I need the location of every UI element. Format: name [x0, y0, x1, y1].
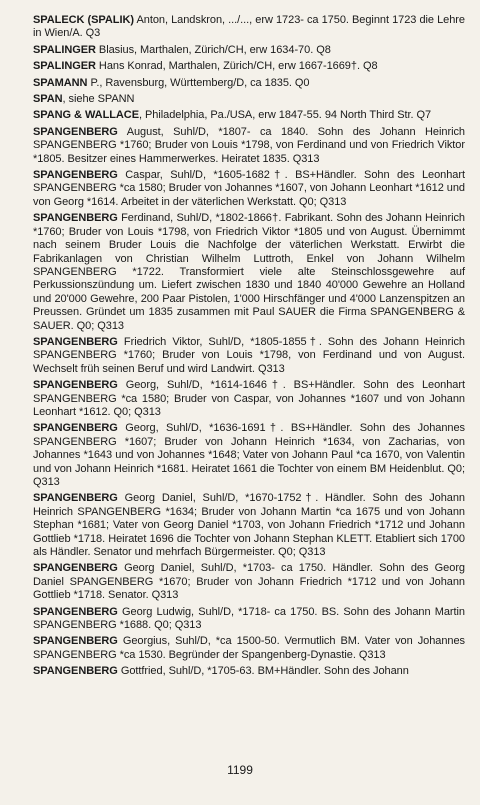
entry-headword: SPANGENBERG: [33, 665, 118, 678]
entry-text: Gottfried, Suhl/D, *1705-63. BM+Händler. Sohn des Johann: [117, 665, 409, 678]
entry: [33, 422, 465, 489]
entry-headword: SPANGENBERG: [33, 379, 118, 392]
entry-headword: SPANG & WALLACE: [33, 109, 139, 122]
entry: [33, 212, 465, 333]
entry-headword: SPANGENBERG: [33, 562, 118, 575]
entry: [33, 14, 465, 41]
entry-text: Georg, Suhl/D, *1614-1646†. BS+Händler. Sohn des Leonhart SPANGENBERG *ca 1580; Bruder von Caspar, von Johannes *1607 und von Johann Leonhart *1612. Q0; Q313: [33, 379, 465, 418]
entry: [33, 635, 465, 662]
entry-text: , siehe SPANN: [62, 93, 135, 106]
entry: [33, 606, 465, 633]
entry-text: Blasius, Marthalen, Zürich/CH, erw 1634-70. Q8: [95, 43, 331, 56]
entry-text: Ferdinand, Suhl/D, *1802-1866†. Fabrikant. Sohn des Johann Heinrich *1760; Bruder von Louis *1798, von Friedrich Viktor *1805 und von August. Übernimmt nach seinem Bruder Louis die Nachfolge der väterlichen Werkstatt. Erwirbt die Fabrikanlagen von Christian Wilhelm Luttroth, Enkel von Johann Wilhelm SPANGENBERG *1722. Transformiert viele alte Steinschlossgewehre auf Perkussionszündung um. Liefert zwischen 1830 und 1840 40'000 Gewehre an Holland und 20'000 Gewehre, 200 Paar Pistolen, 1'000 Hirschfänger und 4'000 Lanzenspitzen an Preussen. Gründet um 1835 zusammen mit Paul SAUER die Firma SPANGENBERG & SAUER. Q0; Q313: [33, 212, 465, 332]
entry: [33, 60, 465, 73]
entry-text: Anton, Landskron, .../..., erw 1723- ca 1750. Beginnt 1723 die Lehre in Wien/A. Q3: [33, 14, 465, 40]
entry-text: Georg Daniel, Suhl/D, *1670-1752†. Händler. Sohn des Johann Heinrich SPANGENBERG *1634; Bruder von Johann Martin *ca 1675 und von Johann Stephan *1681; Vater von Georg Daniel *1703, von Johann Friedrich *1712 und Johann Gottlieb *1718. Heiratet 1696 die Tochter von Johann Stephan KLETT. Etabliert sich 1700 als Händler. Senator und mehrfach Bürgermeister. Q0; Q313: [33, 492, 465, 559]
entry-headword: SPAN: [33, 93, 63, 106]
entry: [33, 665, 465, 678]
entry: [33, 169, 465, 209]
entry-text: Friedrich Viktor, Suhl/D, *1805-1855†. Sohn des Johann Heinrich SPANGENBERG *1760; Bruder von Louis *1798, von Ferdinand und von August. Wechselt früh seinen Beruf und wird Landwirt. Q313: [33, 335, 465, 375]
entry-text: P., Ravensburg, Württemberg/D, ca 1835. Q0: [87, 76, 310, 89]
entry-text: , Philadelphia, Pa./USA, erw 1847-55. 94 North Third Str. Q7: [139, 109, 432, 122]
entry: [33, 126, 465, 166]
entry-headword: SPANGENBERG: [33, 422, 118, 435]
entry: [33, 109, 465, 122]
entry-text: Georg, Suhl/D, *1636-1691†. BS+Händler. Sohn des Johannes SPANGENBERG *1607; Bruder von Johann Heinrich *1634, von Zacharias, von Johannes *1643 und von Johannes *1648; Vater von Johann Paul *ca 1670, von Valentin und von Johann Heinrich *1681. Heiratet 1661 die Tochter von einem BM Heidenblut. Q0; Q313: [33, 422, 465, 488]
entry-headword: SPALINGER: [33, 60, 96, 73]
entry: [33, 562, 465, 602]
entry: [33, 93, 465, 106]
entry: [33, 336, 465, 376]
entry: [33, 77, 465, 90]
entry-headword: SPANGENBERG: [33, 492, 118, 505]
entry-headword: SPANGENBERG: [33, 125, 118, 138]
entry-headword: SPAMANN: [33, 76, 88, 89]
entry-headword: SPANGENBERG: [33, 212, 118, 225]
entry-text: Georg Ludwig, Suhl/D, *1718- ca 1750. BS. Sohn des Johann Martin SPANGENBERG *1688. Q0; Q313: [33, 605, 465, 632]
entry-headword: SPANGENBERG: [33, 605, 118, 618]
dictionary-page: [33, 14, 465, 682]
entry-text: Georgius, Suhl/D, *ca 1500-50. Vermutlich BM. Vater von Johannes SPANGENBERG *ca 1530. Begründer der Spangenberg-Dynastie. Q313: [33, 635, 465, 661]
entry-headword: SPALINGER: [33, 43, 96, 56]
entry-text: Caspar, Suhl/D, *1605-1682†. BS+Händler. Sohn des Leonhart SPANGENBERG *ca 1580; Bruder von Johannes *1607, von Johann Leonhart *1612 und von Georg *1614. Arbeitet in der väterlichen Werkstatt. Q0; Q313: [33, 169, 465, 208]
entry: [33, 492, 465, 559]
entry-text: Georg Daniel, Suhl/D, *1703- ca 1750. Händler. Sohn des Georg Daniel SPANGENBERG *1670; Bruder von Johann Friedrich *1712 und von Johann Gottlieb *1718. Senator. Q313: [33, 562, 465, 602]
entry-text: Hans Konrad, Marthalen, Zürich/CH, erw 1667-1669†. Q8: [95, 60, 378, 73]
entry: [33, 379, 465, 419]
page-number: 1199: [227, 763, 253, 777]
entry: [33, 44, 465, 57]
entry-headword: SPALECK (SPALIK): [33, 14, 134, 26]
entry-headword: SPANGENBERG: [33, 169, 118, 182]
entry-headword: SPANGENBERG: [33, 635, 118, 648]
entry-headword: SPANGENBERG: [33, 335, 118, 348]
entry-text: August, Suhl/D, *1807- ca 1840. Sohn des Johann Heinrich SPANGENBERG *1760; Bruder von Louis *1798, von Ferdinand und von Friedrich Viktor *1805. Besitzer eines Hammerwerkes. Heiratet 1835. Q313: [33, 125, 465, 165]
